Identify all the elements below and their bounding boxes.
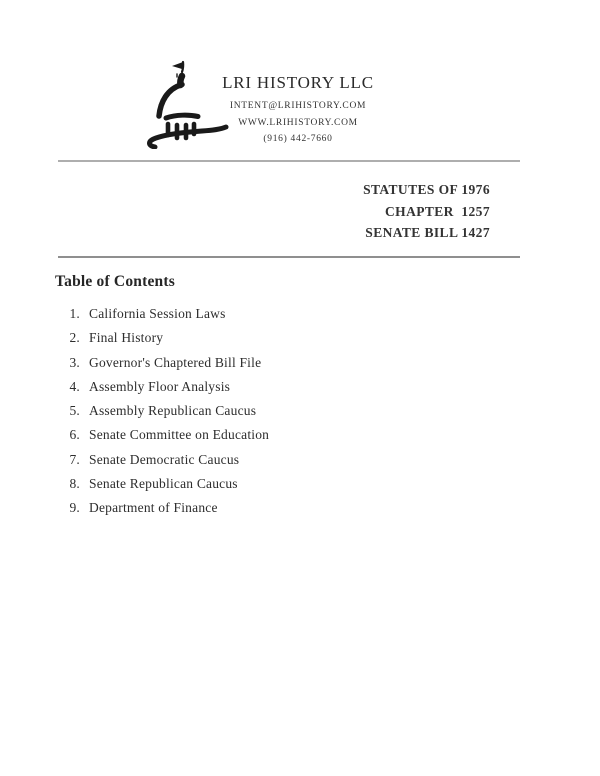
chapter-line: CHAPTER 1257	[385, 203, 490, 219]
senate-bill-line: SENATE BILL 1427	[365, 225, 490, 241]
toc-item-number: 4.	[69, 378, 80, 394]
toc-item	[55, 427, 475, 451]
toc-item	[55, 500, 475, 524]
toc-item	[55, 403, 475, 427]
toc-item-number: 8.	[69, 476, 80, 492]
toc-list	[55, 306, 475, 525]
toc-item-label: Department of Finance	[89, 500, 218, 516]
toc-item-number: 7.	[69, 451, 80, 467]
toc-item	[55, 476, 475, 500]
toc-item-label: Final History	[89, 330, 164, 346]
toc-item-number: 9.	[69, 500, 80, 516]
contact-phone: (916) 442-7660	[263, 134, 333, 144]
toc-item	[55, 330, 475, 354]
horizontal-rule-top	[58, 160, 520, 162]
letterhead	[203, 73, 393, 148]
toc-item	[55, 379, 475, 403]
toc-item-label: Governor's Chaptered Bill File	[89, 354, 262, 370]
toc-item-label: California Session Laws	[89, 306, 226, 321]
statutes-year-line: STATUTES OF 1976	[363, 182, 490, 197]
horizontal-rule-bottom	[58, 256, 520, 258]
toc-item-number: 5.	[69, 403, 80, 419]
toc-item-number: 6.	[69, 427, 80, 443]
toc-item-number: 3.	[69, 354, 80, 370]
toc-item-label: Senate Committee on Education	[89, 427, 270, 443]
toc-item-number: 2.	[69, 330, 80, 346]
bill-reference-block	[363, 179, 490, 244]
toc-item	[55, 306, 475, 330]
toc-item-label: Assembly Floor Analysis	[89, 378, 231, 394]
toc-title: Table of Contents	[55, 273, 175, 290]
contact-website: WWW.LRIHISTORY.COM	[238, 117, 358, 128]
toc-item	[55, 452, 475, 476]
toc-item-label: Senate Democratic Caucus	[89, 451, 240, 467]
toc-item-label: Senate Republican Caucus	[89, 476, 238, 492]
toc-item-number: 1.	[69, 306, 80, 321]
toc-item-label: Assembly Republican Caucus	[89, 403, 257, 419]
company-name: LRI HISTORY LLC	[222, 73, 374, 92]
toc-item	[55, 355, 475, 379]
contact-email: INTENT@LRIHISTORY.COM	[229, 101, 367, 111]
